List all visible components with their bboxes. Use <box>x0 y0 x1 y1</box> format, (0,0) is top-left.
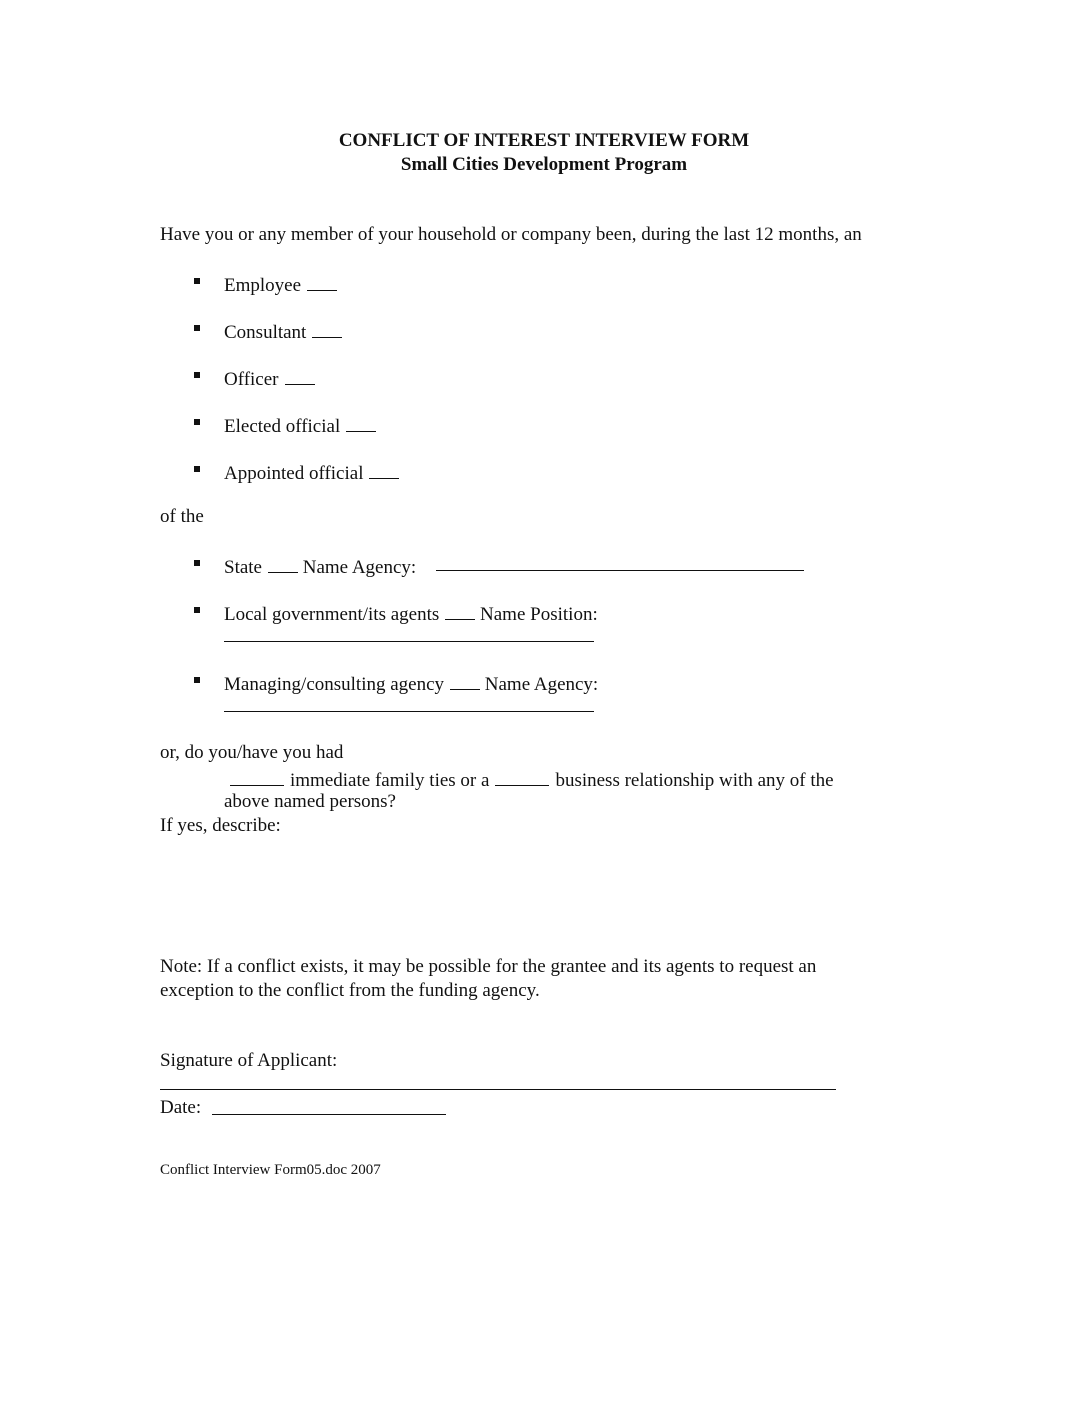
describe-label: If yes, describe: <box>160 815 281 836</box>
entity-blank[interactable] <box>268 554 298 573</box>
signature-line[interactable] <box>160 1089 836 1090</box>
entity-label: State <box>224 557 262 579</box>
entity-label: Local government/its agents <box>224 604 440 626</box>
bullet-icon <box>194 419 200 425</box>
family-ties-blank[interactable] <box>230 767 284 786</box>
note-line-1: Note: If a conflict exists, it may be possible for the grantee and its agents to request an <box>160 956 817 977</box>
entity-state <box>224 554 416 577</box>
bullet-icon <box>194 325 200 331</box>
business-text: business relationship with any of the <box>555 770 834 792</box>
role-blank[interactable] <box>346 413 376 432</box>
intro-text: Have you or any member of your household or company been, during the last 12 months, an <box>160 224 862 245</box>
role-appointed-official <box>224 460 399 483</box>
bullet-icon <box>194 372 200 378</box>
entity-blank[interactable] <box>445 601 475 620</box>
bullet-icon <box>194 677 200 683</box>
role-label: Employee <box>224 275 302 297</box>
entity-name-label: Name Position: <box>480 604 598 626</box>
date-line[interactable] <box>212 1114 446 1115</box>
entity-label: Managing/consulting agency <box>224 674 445 696</box>
date-label: Date: <box>160 1097 202 1118</box>
note-line-2: exception to the conflict from the funding agency. <box>160 980 540 1001</box>
bullet-icon <box>194 278 200 284</box>
question-above-persons: above named persons? <box>224 791 396 812</box>
of-the-text: of the <box>160 506 204 527</box>
form-title: CONFLICT OF INTEREST INTERVIEW FORM <box>338 130 750 151</box>
agency-name-line[interactable] <box>224 711 594 712</box>
bullet-icon <box>194 607 200 613</box>
family-ties-text: immediate family ties or a <box>290 770 490 792</box>
signature-label: Signature of Applicant: <box>160 1050 338 1071</box>
entity-local-government <box>224 601 598 624</box>
role-blank[interactable] <box>312 319 342 338</box>
role-blank[interactable] <box>285 366 315 385</box>
entity-blank[interactable] <box>450 671 480 690</box>
role-elected-official <box>224 413 376 436</box>
role-consultant <box>224 319 342 342</box>
agency-name-line[interactable] <box>436 570 804 571</box>
entity-managing-agency <box>224 671 598 694</box>
entity-name-label: Name Agency: <box>484 674 599 696</box>
role-blank[interactable] <box>307 272 337 291</box>
bullet-icon <box>194 560 200 566</box>
role-label: Officer <box>224 369 279 391</box>
role-label: Consultant <box>224 322 307 344</box>
question-lead: or, do you/have you had <box>160 742 344 763</box>
form-subtitle: Small Cities Development Program <box>400 154 688 175</box>
role-employee <box>224 272 337 295</box>
role-officer <box>224 366 315 389</box>
role-label: Elected official <box>224 416 341 438</box>
business-blank[interactable] <box>495 767 549 786</box>
role-label: Appointed official <box>224 463 364 485</box>
question-ties-line <box>224 767 834 790</box>
role-blank[interactable] <box>369 460 399 479</box>
bullet-icon <box>194 466 200 472</box>
entity-name-label: Name Agency: <box>302 557 417 579</box>
footer-filename: Conflict Interview Form05.doc 2007 <box>160 1162 381 1178</box>
position-name-line[interactable] <box>224 641 594 642</box>
